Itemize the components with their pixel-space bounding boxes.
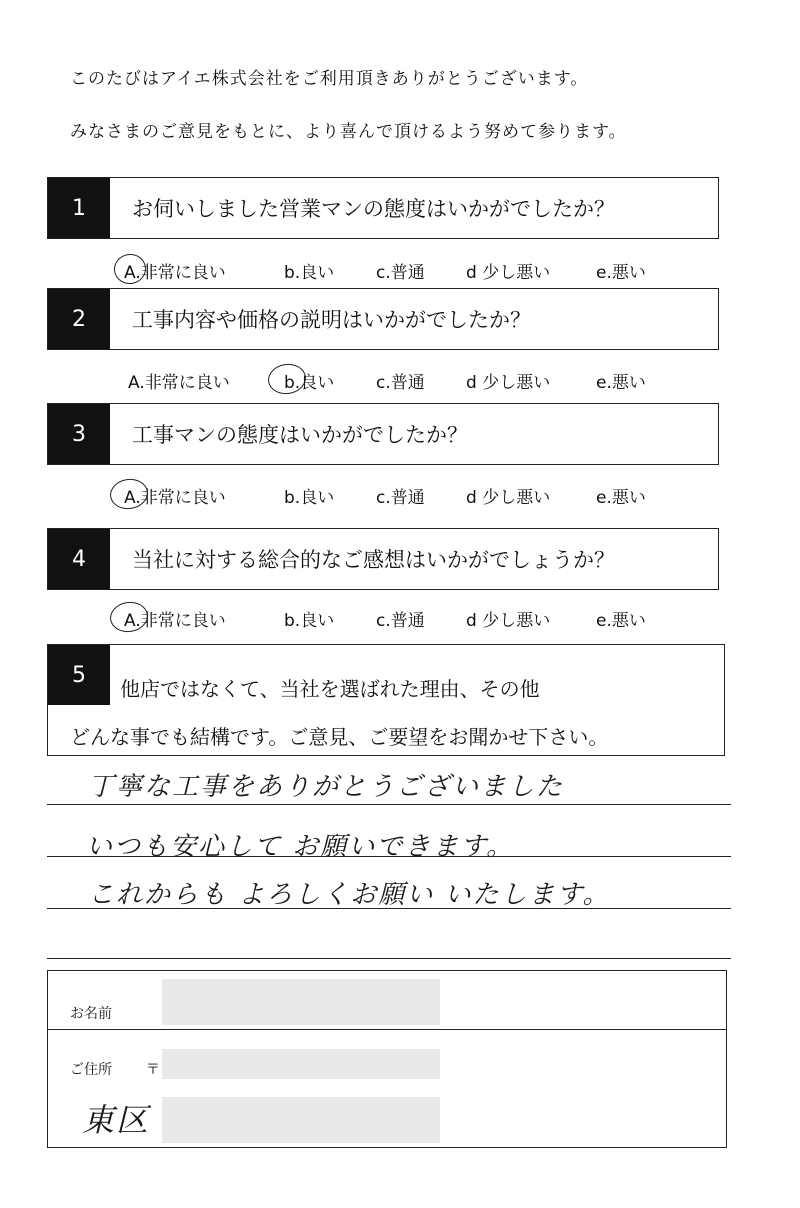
writing-line [47, 908, 731, 909]
option-a[interactable]: A.非常に良い [124, 263, 226, 283]
option-b[interactable]: b.良い [284, 263, 335, 283]
customer-info-box [47, 970, 727, 1148]
intro-line-2: みなさまのご意見をもとに、より喜んで頂けるよう努めて参ります。 [70, 122, 627, 142]
option-a[interactable]: A.非常に良い [124, 488, 226, 508]
question-3-box [47, 403, 719, 465]
question-5-line-1: 他店ではなくて、当社を選ばれた理由、その他 [120, 677, 540, 701]
question-number: 5 [48, 645, 110, 705]
question-number: 1 [48, 178, 110, 238]
option-b[interactable]: b.良い [284, 611, 335, 631]
option-a[interactable]: A.非常に良い [128, 373, 230, 393]
option-e[interactable]: e.悪い [596, 263, 646, 283]
question-number: 2 [48, 289, 110, 349]
intro-line-1: このたびはアイエ株式会社をご利用頂きありがとうございます。 [70, 69, 589, 89]
option-c[interactable]: c.普通 [376, 263, 425, 283]
option-a[interactable]: A.非常に良い [124, 611, 226, 631]
question-4-options [0, 606, 800, 636]
question-text: お伺いしました営業マンの態度はいかがでしたか？ [132, 197, 615, 221]
option-c[interactable]: c.普通 [376, 611, 425, 631]
option-b[interactable]: b.良い [284, 373, 335, 393]
handwritten-comment-1: 丁寧な工事をありがとうございました [88, 772, 565, 802]
question-5-box [47, 644, 725, 756]
option-e[interactable]: e.悪い [596, 611, 646, 631]
question-text: 工事内容や価格の説明はいかがでしたか？ [132, 308, 531, 332]
question-1-options [0, 258, 800, 288]
question-1-box [47, 177, 719, 239]
option-d[interactable]: d 少し悪い [466, 373, 551, 393]
name-label: お名前 [70, 1006, 112, 1022]
option-d[interactable]: d 少し悪い [466, 263, 551, 283]
question-2-options [0, 368, 800, 398]
option-e[interactable]: e.悪い [596, 488, 646, 508]
option-c[interactable]: c.普通 [376, 488, 425, 508]
writing-line [47, 856, 731, 857]
divider [48, 1029, 726, 1030]
address-label: ご住所 [70, 1062, 112, 1078]
question-4-box [47, 528, 719, 590]
handwritten-address: 東区 [82, 1101, 151, 1139]
question-3-options [0, 483, 800, 513]
option-b[interactable]: b.良い [284, 488, 335, 508]
option-d[interactable]: d 少し悪い [466, 611, 551, 631]
redacted-address [162, 1097, 440, 1143]
writing-line [47, 958, 731, 959]
question-number: 3 [48, 404, 110, 464]
option-d[interactable]: d 少し悪い [466, 488, 551, 508]
question-2-box [47, 288, 719, 350]
postal-mark: 〒 [146, 1062, 160, 1078]
question-text: 工事マンの態度はいかがでしたか？ [132, 423, 468, 447]
handwritten-comment-2: いつも安心して お願いできます。 [86, 832, 515, 862]
handwritten-comment-3: これからも よろしくお願い いたします。 [88, 880, 611, 910]
writing-line [47, 804, 731, 805]
question-5-line-2: どんな事でも結構です。ご意見、ご要望をお聞かせ下さい。 [70, 725, 609, 749]
question-text: 当社に対する総合的なご感想はいかがでしょうか？ [132, 548, 615, 572]
option-c[interactable]: c.普通 [376, 373, 425, 393]
redacted-name [162, 979, 440, 1025]
option-e[interactable]: e.悪い [596, 373, 646, 393]
redacted-postal-code [162, 1049, 440, 1079]
question-number: 4 [48, 529, 110, 589]
